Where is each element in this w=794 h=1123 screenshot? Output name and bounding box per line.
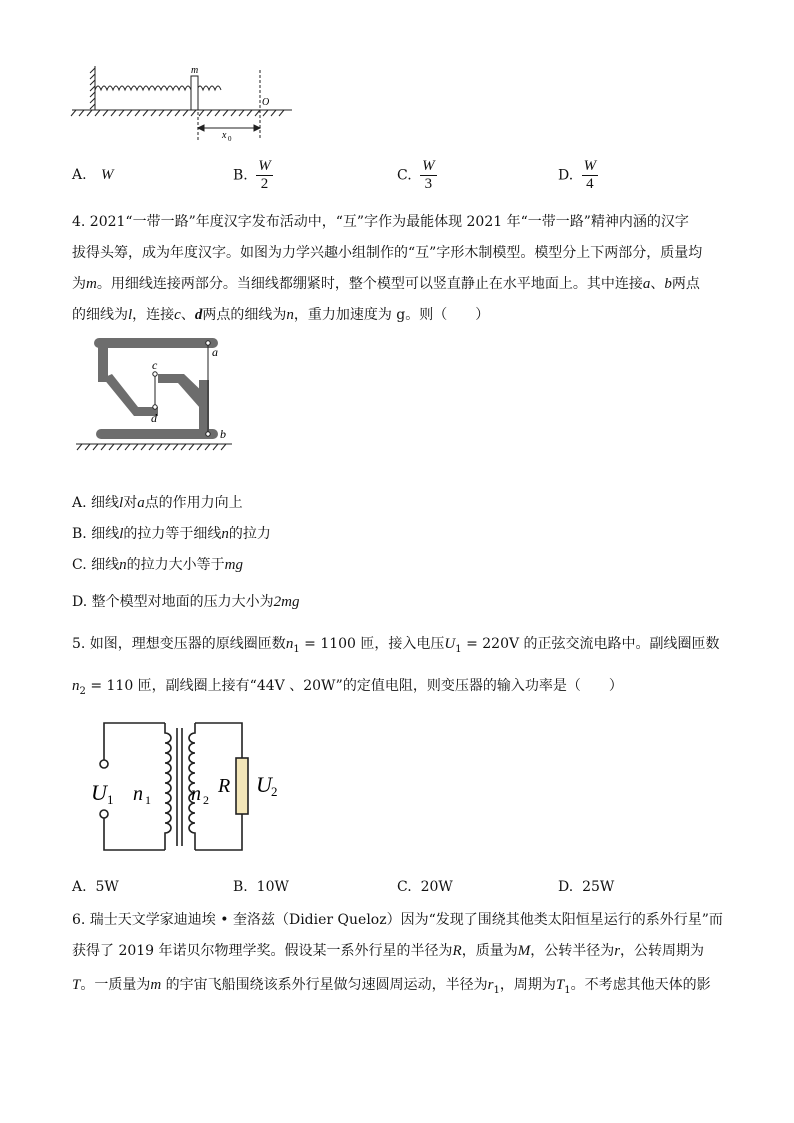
distance-subscript: 0	[228, 135, 232, 143]
q5-option-a[interactable]: A. 5W	[72, 879, 119, 895]
hu-model-figure	[74, 334, 234, 452]
point-c-label: c	[152, 358, 158, 372]
q5-stem-line-1: 5. 如图，理想变压器的原线圈匝数$n_1 = 1100$ 匝，接入电压$U_1 = 220V$ 的正弦交流电路中。副线圈匝数	[72, 636, 720, 655]
q5-stem-line-2: $n_2 = 110$ 匝，副线圈上接有“44V 、20W”的定值电阻，则变压器的输入功率是（ ）	[72, 678, 623, 697]
n1-subscript: 1	[145, 793, 151, 807]
point-d-label: d	[151, 411, 157, 425]
q3-option-b[interactable]: B. $\frac{W}{2}$	[233, 158, 271, 192]
spring-mass-figure	[70, 60, 300, 150]
q4-stem-line-1: 4. 2021“一带一路”年度汉字发布活动中，“互”字作为最能体现 2021 年“一带一路”精神内涵的汉字	[72, 214, 689, 230]
U2-subscript: 2	[271, 784, 278, 799]
q5-option-c[interactable]: C. 20W	[397, 879, 453, 895]
q3-option-c[interactable]: C. $\frac{W}{3}$	[397, 158, 435, 192]
q6-stem-line-3: T。一质量为m 的宇宙飞船围绕该系外行星做匀速圆周运动，半径为$r_1$，周期为$T_1$。不考虑其他天体的影	[72, 977, 711, 996]
transformer-figure	[85, 718, 295, 858]
q6-stem-line-2: 获得了 2019 年诺贝尔物理学奖。假设某一系外行星的半径为R，质量为M，公转半径为r，公转周期为	[72, 943, 705, 959]
q4-stem-line-4: 的细线为l，连接c、d两点的细线为n，重力加速度为 g。则（ ）	[72, 307, 490, 323]
U2-label: U	[256, 772, 272, 797]
n2-label: n	[191, 783, 201, 805]
mass-label: m	[191, 65, 199, 76]
q4-option-b[interactable]: B. 细线l的拉力等于细线n的拉力	[72, 526, 271, 542]
n2-subscript: 2	[203, 793, 209, 807]
fraction: $\frac{W}{2}$	[258, 158, 271, 192]
q4-option-c[interactable]: C. 细线n的拉力大小等于mg	[72, 557, 243, 573]
q4-stem-line-3: 为m。用细线连接两部分。当细线都绷紧时，整个模型可以竖直静止在水平地面上。其中连接a、b两点	[72, 276, 700, 292]
point-a-label: a	[212, 345, 218, 359]
n1-label: n	[133, 783, 143, 805]
origin-label: O	[262, 97, 270, 108]
q3-option-d[interactable]: D. $\frac{W}{4}$	[558, 158, 597, 192]
U1-subscript: 1	[107, 792, 114, 807]
q4-stem-line-2: 拔得头筹，成为年度汉字。如图为力学兴趣小组制作的“互”字形木制模型。模型分上下两部分，质量均	[72, 245, 703, 261]
fraction: $\frac{W}{3}$	[422, 158, 435, 192]
q6-stem-line-1: 6. 瑞士天文学家迪迪埃 • 奎洛兹（Didier Queloz）因为“发现了围绕其他类太阳恒星运行的系外行星”而	[72, 912, 723, 928]
q5-option-d[interactable]: D. 25W	[558, 879, 615, 895]
q3-option-a[interactable]: A. W	[72, 167, 114, 183]
distance-label: x	[222, 130, 227, 141]
q5-option-b[interactable]: B. 10W	[233, 879, 289, 895]
fraction: $\frac{W}{4}$	[583, 158, 597, 192]
R-label: R	[218, 775, 231, 797]
point-b-label: b	[220, 427, 226, 441]
q4-option-d[interactable]: D. 整个模型对地面的压力大小为2mg	[72, 594, 300, 610]
q4-option-a[interactable]: A. 细线l对a点的作用力向上	[72, 495, 243, 511]
U1-label: U	[91, 780, 107, 805]
